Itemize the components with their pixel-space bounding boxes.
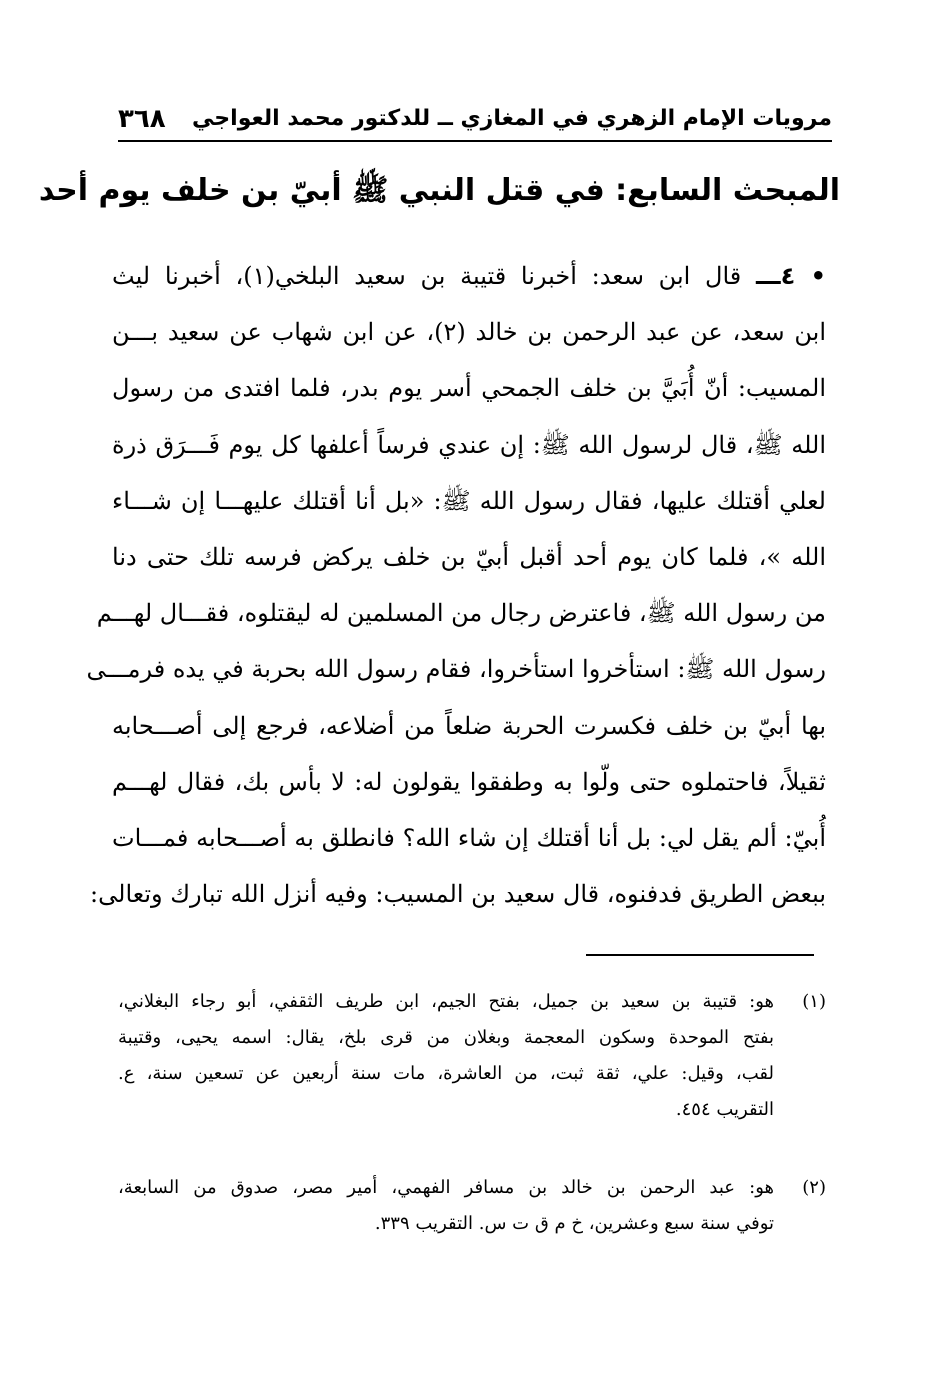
body-line-text: قال ابن سعد: أخبرنا قتيبة بن سعيد البلخي(١)، أخبرنا ليث	[112, 262, 742, 290]
body-line: لعلي أقتلك عليها، فقال رسول الله ﷺ: «بل أنا أقتلك عليهـــا إن شـــاء	[112, 486, 826, 515]
footnote-line: هو: عبد الرحمن بن خالد بن مسافر الفهمي، أمير مصر، صدوق من السابعة،	[118, 1177, 774, 1198]
footnote-text	[118, 1170, 774, 1242]
body-line: المسيب: أنّ أُبَيَّ بن خلف الجمحي أسر يوم بدر، فلما افتدى من رسول	[112, 374, 826, 403]
footnote-line: بفتح الموحدة وسكون المعجمة وبغلان من قرى بلخ، يقال: اسمه يحيى، وقتيبة	[118, 1027, 774, 1048]
footnote-marker: (٢)	[802, 1177, 826, 1198]
body-line: الله ﷺ، قال لرسول الله ﷺ: إن عندي فرساً أعلفها كل يوم فَـــرَق ذرة	[112, 430, 826, 459]
footnote-line: التقريب ٤٥٤.	[675, 1099, 774, 1120]
running-title: مرويات الإمام الزهري في المغازي ــ للدكتور محمد العواجي	[192, 106, 832, 131]
body-line: بها أبيّ بن خلف فكسرت الحربة ضلعاً من أضلاعه، فرجع إلى أصـــحابه	[112, 711, 826, 740]
body-line: من رسول الله ﷺ، فاعترض رجال من المسلمين له ليقتلوه، فقـــال لهـــم	[96, 599, 826, 628]
footnote-text	[118, 984, 774, 1128]
body-line: رسول الله ﷺ: استأخروا استأخروا، فقام رسول الله بحربة في يده فرمـــى	[86, 655, 826, 684]
body-line: ببعض الطريق فدفنوه، قال سعيد بن المسيب: وفيه أنزل الله تبارك وتعالى:	[90, 880, 826, 909]
footnote-line: لقب، وقيل: علي، ثقة ثبت، من العاشرة، مات سنة أربعين عن تسعين سنة، ع.	[118, 1063, 774, 1084]
footnote-separator	[586, 954, 814, 956]
footnote-2	[118, 1170, 826, 1242]
footnote-line: هو: قتيبة بن سعيد بن جميل، بفتح الجيم، ابن طريف الثقفي، أبو رجاء البغلاني،	[118, 991, 774, 1012]
body-line: الله »، فلما كان يوم أحد أقبل أبيّ بن خلف يركض فرسه تلك حتى دنا	[112, 542, 826, 571]
footnote-line: توفي سنة سبع وعشرين، خ م ق ت س. التقريب ٣٣٩.	[374, 1213, 774, 1234]
hadith-number: • ٤ـــ	[755, 262, 826, 290]
page-number: ٣٦٨	[118, 104, 166, 134]
body-line: أُبيّ: ألم يقل لي: بل أنا أقتلك إن شاء الله؟ فانطلق به أصـــحابه فمـــات	[112, 823, 826, 852]
body-line: ابن سعد، عن عبد الرحمن بن خالد (٢)، عن ابن شهاب عن سعيد بـــن	[112, 318, 827, 347]
footnote-1	[118, 984, 826, 1128]
running-header	[118, 100, 832, 142]
section-heading: المبحث السابع: في قتل النبي ﷺ أبيّ بن خلف يوم أحد	[38, 173, 840, 208]
footnote-marker: (١)	[802, 991, 826, 1012]
body-line: ثقيلاً، فاحتملوه حتى ولّوا به وطفقوا يقولون له: لا بأس بك، فقال لهـــم	[112, 767, 826, 796]
body-line	[112, 248, 826, 304]
body-text	[86, 248, 827, 922]
